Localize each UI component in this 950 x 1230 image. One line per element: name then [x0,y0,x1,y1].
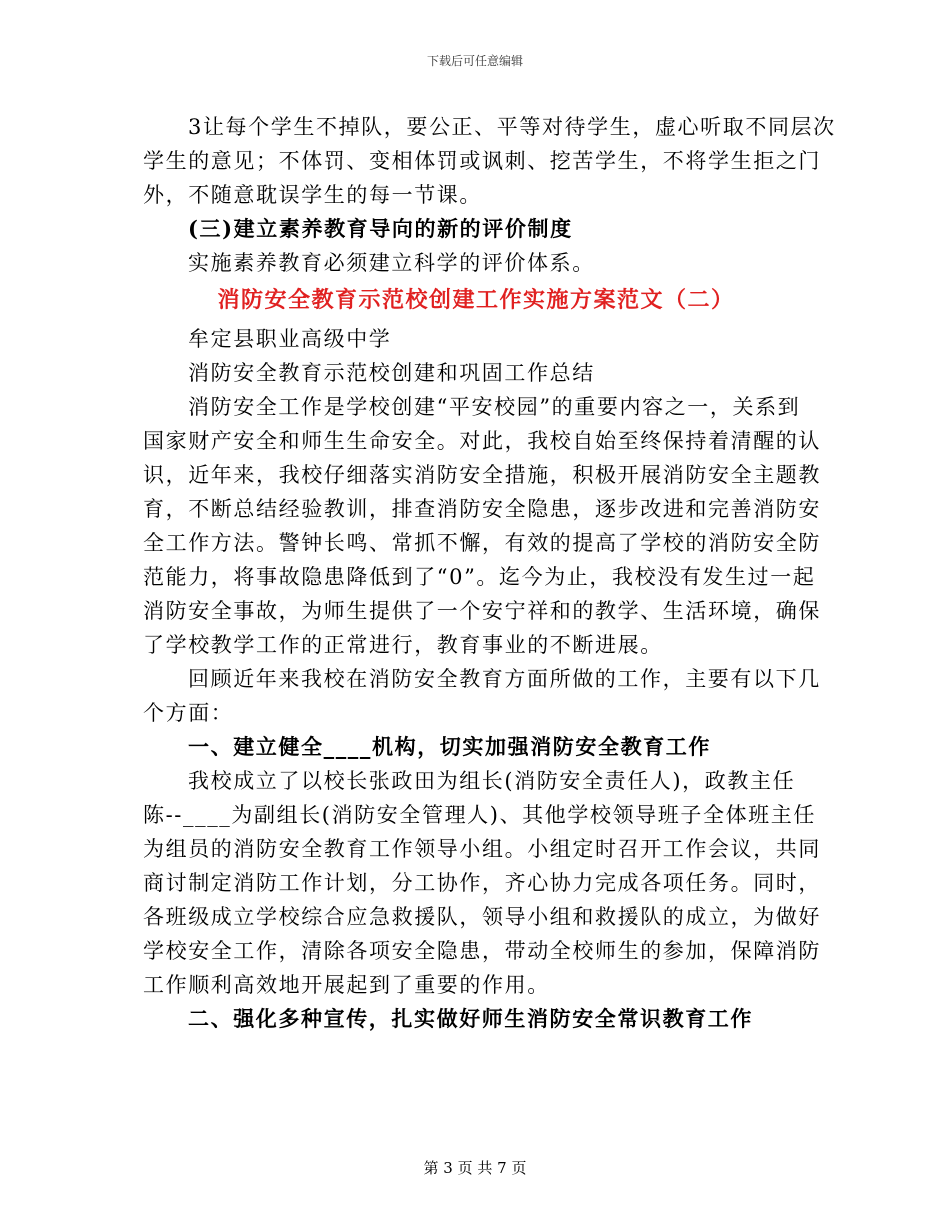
text-line: 学校安全工作，清除各项安全隐患，带动全校师生的参加，保障消防 [143,939,821,963]
text-line: 陈--____为副组长(消防安全管理人)、其他学校领导班子全体班主任 [143,803,816,827]
paragraph-block-2 [143,322,821,1036]
text-line: 商讨制定消防工作计划，分工协作，齐心协力完成各项任务。同时， [143,871,821,895]
text-line: 个方面： [143,701,234,725]
text-line: 牟定县职业高级中学 [188,327,392,351]
text-line: 工作顺利高效地开展起到了重要的作用。 [143,973,550,997]
text-line: 我校成立了以校长张政田为组长(消防安全责任人)，政教主任 [188,769,796,793]
text-line: 消防安全工作是学校创建“平安校园”的重要内容之一，关系到 [188,395,801,419]
document-body [143,110,836,1036]
text-line: 各班级成立学校综合应急救援队，领导小组和救援队的成立，为做好 [143,905,821,929]
paragraph-block-1 [143,110,836,280]
text-line: 实施素养教育必须建立科学的评价体系。 [188,251,595,275]
text-line: 识，近年来，我校仔细落实消防安全措施，积极开展消防安全主题教 [143,463,821,487]
page-header: 下载后可任意编辑 [426,54,523,68]
section-heading: 一、建立健全____机构，切实加强消防安全教育工作 [188,734,711,759]
text-line: 国家财产安全和师生生命安全。对此，我校自始至终保持着清醒的认 [143,429,821,453]
text-line: 外，不随意耽误学生的每一节课。 [143,183,482,207]
text-line: 了学校教学工作的正常进行，教育事业的不断进展。 [143,633,663,657]
text-line: 全工作方法。警钟长鸣、常抓不懈，有效的提高了学校的消防安全防 [143,531,821,555]
text-line: 消防安全教育示范校创建和巩固工作总结 [188,361,595,385]
text-line: 学生的意见；不体罚、变相体罚或讽刺、挖苦学生，不将学生拒之门 [143,149,821,173]
section-heading: 二、强化多种宣传，扎实做好师生消防安全常识教育工作 [188,1006,753,1031]
text-line: 育，不断总结经验教训，排查消防安全隐患，逐步改进和完善消防安 [143,497,821,521]
text-line: 为组员的消防安全教育工作领导小组。小组定时召开工作会议，共同 [143,837,821,861]
text-line: 3让每个学生不掉队，要公正、平等对待学生，虚心听取不同层次 [188,115,836,139]
text-line: 消防安全事故，为师生提供了一个安宁祥和的教学、生活环境，确保 [143,599,821,623]
document-title: 消防安全教育示范校创建工作实施方案范文（二） [217,287,735,313]
text-line: 回顾近年来我校在消防安全教育方面所做的工作，主要有以下几 [188,667,821,691]
section-heading: (三)建立素养教育导向的新的评价制度 [188,216,573,241]
text-line: 范能力，将事故隐患降低到了“0”。迄今为止，我校没有发生过一起 [143,565,816,589]
page-footer: 第 3 页 共 7 页 [423,1159,527,1177]
